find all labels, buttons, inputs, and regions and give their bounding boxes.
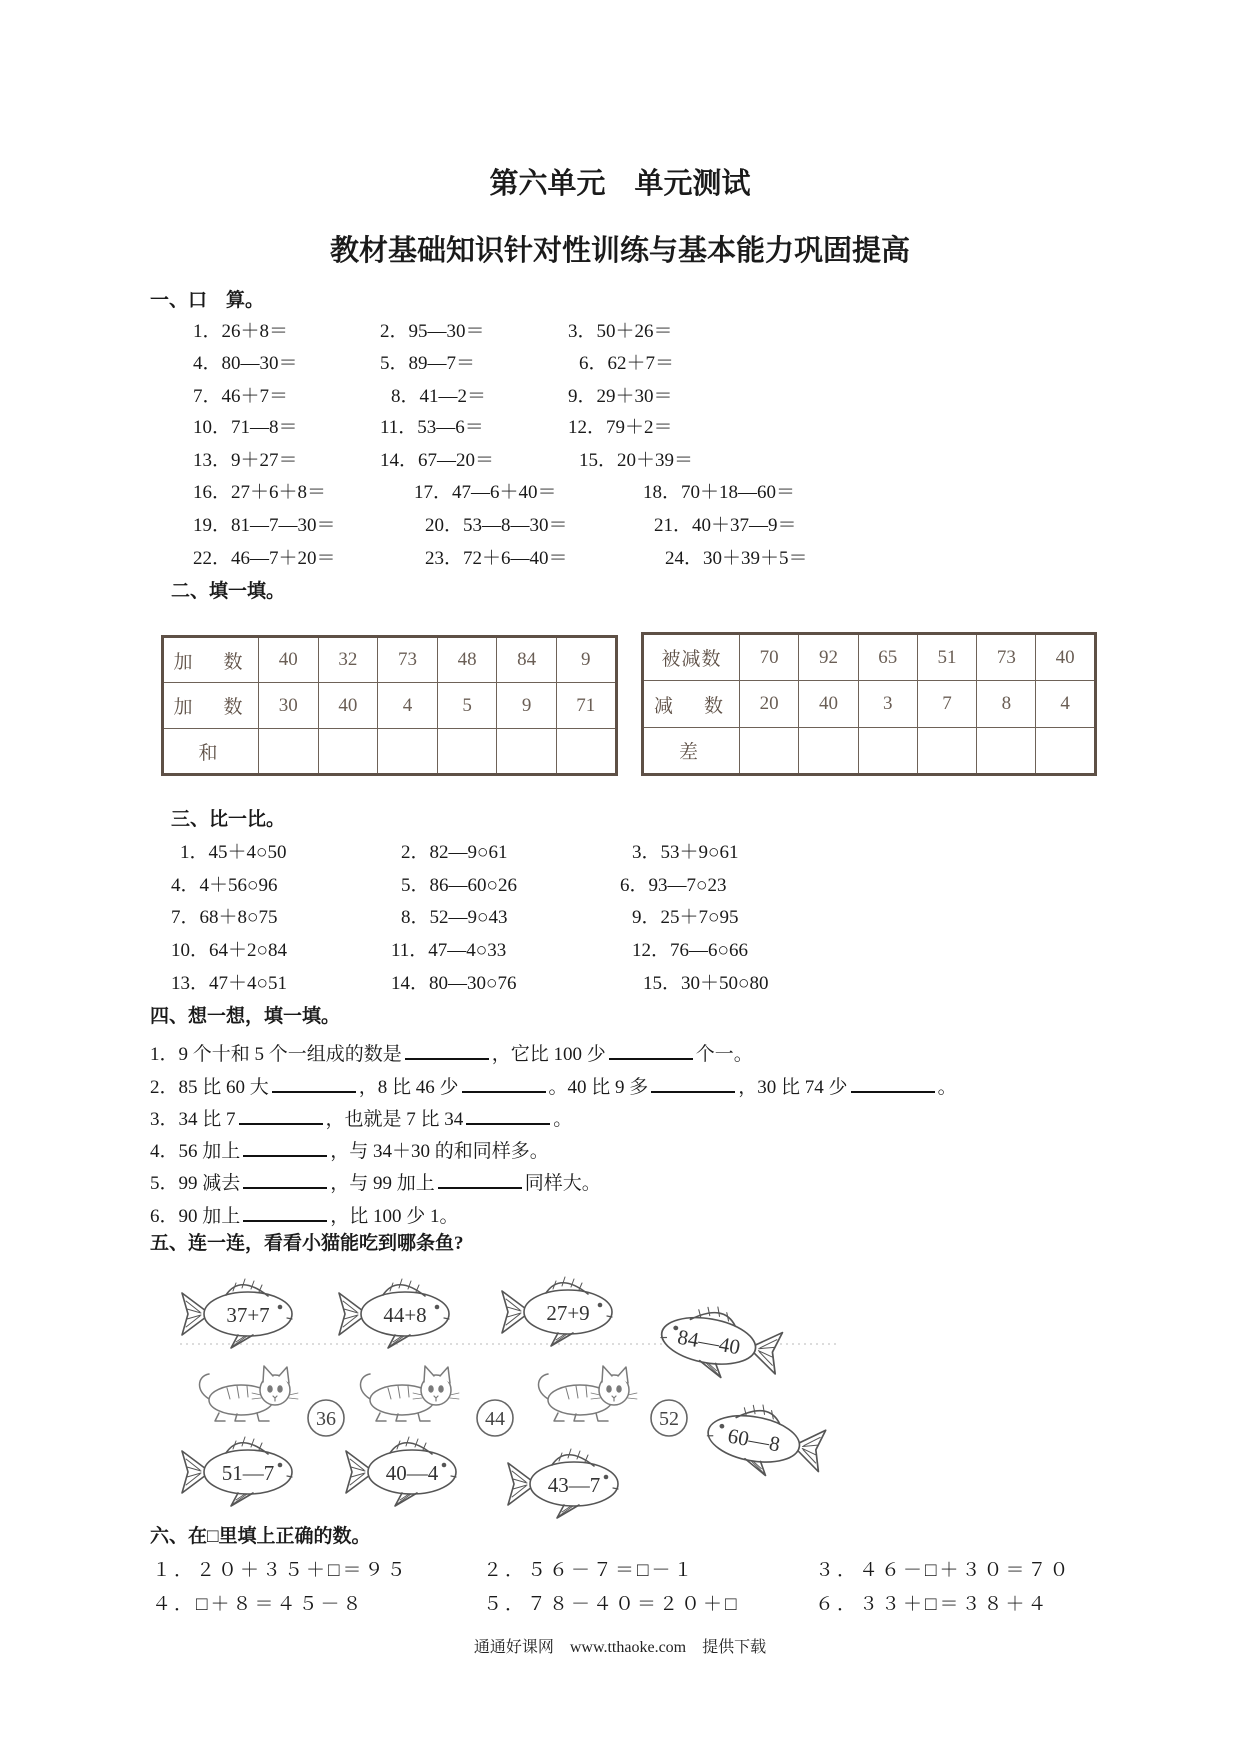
oral-item: 16．27＋6＋8＝ [193, 482, 327, 503]
oral-item: 13．9＋27＝ [193, 450, 298, 471]
answer-cell [556, 729, 616, 775]
section-2-heading: 二、填一填。 [171, 581, 286, 602]
table-cell: 51 [917, 634, 976, 681]
compare-item: 2．82—9○61 [401, 842, 508, 863]
answer-cell [799, 728, 858, 775]
compare-item: 9．25＋7○95 [632, 907, 739, 928]
question-line [150, 1073, 957, 1099]
question-text: 同样大。 [524, 1173, 601, 1194]
fish-43-minus-7 [508, 1449, 618, 1518]
compare-item: 13．47＋4○51 [171, 973, 287, 994]
box-equation: ６．３３＋□＝３８＋４ [815, 1594, 1050, 1615]
table-cell: 8 [977, 681, 1036, 728]
box-equation: ２．５６－７＝□－１ [483, 1560, 696, 1581]
question-text: 1．9 个十和 5 个一组成的数是 [150, 1044, 402, 1065]
minuend-row [643, 634, 1096, 681]
answer-cell [497, 729, 557, 775]
answer-blank [466, 1105, 550, 1125]
oral-item: 7．46＋7＝ [193, 386, 289, 407]
question-text: 个一。 [695, 1044, 753, 1065]
table-cell: 4 [1036, 681, 1095, 728]
compare-item: 10．64＋2○84 [171, 940, 287, 961]
table-cell: 9 [556, 637, 616, 683]
oral-item: 3．50＋26＝ [568, 321, 673, 342]
compare-item: 14．80—30○76 [391, 973, 517, 994]
row-label: 减 数 [643, 681, 740, 728]
addend-row [163, 683, 617, 729]
table-cell: 3 [858, 681, 917, 728]
row-label: 和 [163, 729, 259, 775]
table-cell: 4 [378, 683, 438, 729]
circle-number: 44 [485, 1408, 505, 1430]
question-text: ，与 34＋30 的和同样多。 [330, 1141, 549, 1162]
table-cell: 73 [378, 637, 438, 683]
compare-item: 3．53＋9○61 [632, 842, 739, 863]
section-6-heading: 六、在□里填上正确的数。 [150, 1526, 371, 1547]
circle-number: 52 [659, 1408, 679, 1430]
answer-blank [651, 1073, 735, 1093]
compare-item: 7．68＋8○75 [171, 907, 278, 928]
table-cell: 70 [740, 634, 799, 681]
fish-and-cats-picture [170, 1262, 850, 1530]
table-cell: 84 [497, 637, 557, 683]
answer-blank [239, 1105, 323, 1125]
table-cell: 65 [858, 634, 917, 681]
question-text: ，与 99 加上 [330, 1173, 435, 1194]
cat-1 [200, 1366, 299, 1421]
question-line [150, 1202, 459, 1228]
row-label: 差 [643, 728, 740, 775]
question-text: 4．56 加上 [150, 1141, 241, 1162]
compare-item: 1．45＋4○50 [180, 842, 287, 863]
oral-item: 24．30＋39＋5＝ [665, 548, 808, 569]
oral-item: 22．46—7＋20＝ [193, 548, 336, 569]
difference-row [643, 728, 1096, 775]
answer-blank [405, 1040, 489, 1060]
answer-cell [259, 729, 319, 775]
fish-40-minus-4 [346, 1437, 456, 1506]
sum-row [163, 729, 617, 775]
fish-27-plus-9 [502, 1277, 612, 1346]
table-cell: 71 [556, 683, 616, 729]
oral-item: 8．41—2＝ [391, 386, 487, 407]
compare-item: 8．52—9○43 [401, 907, 508, 928]
box-equation: １．２０＋３５＋□＝９５ [152, 1560, 409, 1581]
fish-51-minus-7 [182, 1437, 292, 1506]
oral-item: 15．20＋39＝ [579, 450, 694, 471]
oral-item: 1．26＋8＝ [193, 321, 289, 342]
circle-number: 36 [316, 1408, 336, 1430]
question-text: 2．85 比 60 大 [150, 1077, 269, 1098]
cat-3 [539, 1366, 638, 1421]
answer-blank [243, 1169, 327, 1189]
row-label: 加 数 [163, 637, 259, 683]
fish-84-minus-40 [656, 1298, 785, 1387]
question-text: ，它比 100 少 [491, 1044, 606, 1065]
compare-item: 6．93—7○23 [620, 875, 727, 896]
question-line [150, 1040, 753, 1066]
oral-item: 6．62＋7＝ [579, 353, 675, 374]
fish-label: 40—4 [385, 1461, 439, 1485]
oral-item: 12．79＋2＝ [568, 417, 673, 438]
compare-item: 4．4＋56○96 [171, 875, 278, 896]
table-cell: 20 [740, 681, 799, 728]
compare-item: 15．30＋50○80 [643, 973, 769, 994]
answer-cell [977, 728, 1036, 775]
table-cell: 73 [977, 634, 1036, 681]
oral-item: 5．89—7＝ [380, 353, 476, 374]
oral-item: 9．29＋30＝ [568, 386, 673, 407]
question-line [150, 1137, 549, 1163]
number-circle-44 [477, 1400, 513, 1436]
fish-label: 44+8 [383, 1303, 427, 1327]
question-text: ，8 比 46 少 [358, 1077, 459, 1098]
oral-item: 21．40＋37—9＝ [654, 515, 797, 536]
page-subtitle: 教材基础知识针对性训练与基本能力巩固提高 [329, 235, 910, 267]
question-line [150, 1105, 572, 1131]
question-text: 3．34 比 7 [150, 1109, 236, 1130]
table-cell: 92 [799, 634, 858, 681]
answer-cell [858, 728, 917, 775]
addition-table [161, 635, 618, 776]
fish-label: 37+7 [226, 1303, 270, 1327]
answer-blank [272, 1073, 356, 1093]
fish-37-plus-7 [182, 1279, 292, 1348]
box-equation: ５．７８－４０＝２０＋□ [483, 1594, 740, 1615]
fish-label: 43—7 [547, 1473, 601, 1497]
question-text: 。 [937, 1077, 957, 1098]
answer-cell [917, 728, 976, 775]
oral-item: 20．53—8—30＝ [425, 515, 568, 536]
number-circle-52 [651, 1400, 687, 1436]
answer-cell [1036, 728, 1095, 775]
page-footer: 通通好课网 www.tthaoke.com 提供下载 [473, 1639, 767, 1656]
answer-blank [243, 1202, 327, 1222]
oral-item: 17．47—6＋40＝ [414, 482, 557, 503]
table-cell: 5 [437, 683, 497, 729]
answer-blank [438, 1169, 522, 1189]
oral-item: 10．71—8＝ [193, 417, 298, 438]
table-cell: 40 [799, 681, 858, 728]
answer-cell [437, 729, 497, 775]
fish-label: 27+9 [546, 1301, 590, 1325]
fish-label: 60—8 [725, 1423, 782, 1457]
answer-blank [243, 1137, 327, 1157]
row-label: 加 数 [163, 683, 259, 729]
oral-item: 11．53—6＝ [380, 417, 484, 438]
oral-item: 23．72＋6—40＝ [425, 548, 568, 569]
table-cell: 40 [318, 683, 378, 729]
table-cell: 32 [318, 637, 378, 683]
box-equation: ３．４６－□＋３０＝７０ [815, 1560, 1072, 1581]
row-label: 被减数 [643, 634, 740, 681]
compare-item: 5．86—60○26 [401, 875, 517, 896]
question-line [150, 1169, 601, 1195]
box-equation: ４．□＋８＝４５－８ [152, 1594, 365, 1615]
table-cell: 30 [259, 683, 319, 729]
question-text: ，30 比 74 少 [738, 1077, 848, 1098]
table-cell: 40 [1036, 634, 1095, 681]
answer-blank [609, 1040, 693, 1060]
subtrahend-row [643, 681, 1096, 728]
question-text: ，也就是 7 比 34 [325, 1109, 464, 1130]
compare-item: 11．47—4○33 [391, 940, 507, 961]
fish-label: 51—7 [221, 1461, 275, 1485]
section-3-heading: 三、比一比。 [171, 809, 286, 830]
section-4-heading: 四、想一想，填一填。 [150, 1006, 341, 1027]
question-text: 。40 比 9 多 [548, 1077, 649, 1098]
table-cell: 48 [437, 637, 497, 683]
answer-cell [318, 729, 378, 775]
section-1-heading: 一、口 算。 [150, 290, 265, 311]
question-text: 。 [553, 1109, 573, 1130]
oral-item: 19．81—7—30＝ [193, 515, 336, 536]
cat-2 [361, 1366, 460, 1421]
page-title: 第六单元 单元测试 [489, 168, 751, 200]
answer-cell [378, 729, 438, 775]
fish-label: 84—40 [675, 1324, 743, 1360]
oral-item: 2．95—30＝ [380, 321, 485, 342]
question-text: ，比 100 少 1。 [330, 1206, 459, 1227]
addend-row [163, 637, 617, 683]
fish-44-plus-8 [339, 1279, 449, 1348]
answer-blank [851, 1073, 935, 1093]
fish-60-minus-8 [702, 1396, 828, 1484]
compare-item: 12．76—6○66 [632, 940, 748, 961]
table-cell: 40 [259, 637, 319, 683]
subtraction-table [641, 632, 1097, 776]
table-cell: 9 [497, 683, 557, 729]
oral-item: 4．80—30＝ [193, 353, 298, 374]
number-circle-36 [308, 1400, 344, 1436]
table-cell: 7 [917, 681, 976, 728]
oral-item: 18．70＋18—60＝ [643, 482, 796, 503]
section-5-heading: 五、连一连，看看小猫能吃到哪条鱼? [150, 1233, 464, 1254]
oral-item: 14．67—20＝ [380, 450, 495, 471]
question-text: 5．99 减去 [150, 1173, 241, 1194]
answer-blank [462, 1073, 546, 1093]
answer-cell [740, 728, 799, 775]
question-text: 6．90 加上 [150, 1206, 241, 1227]
